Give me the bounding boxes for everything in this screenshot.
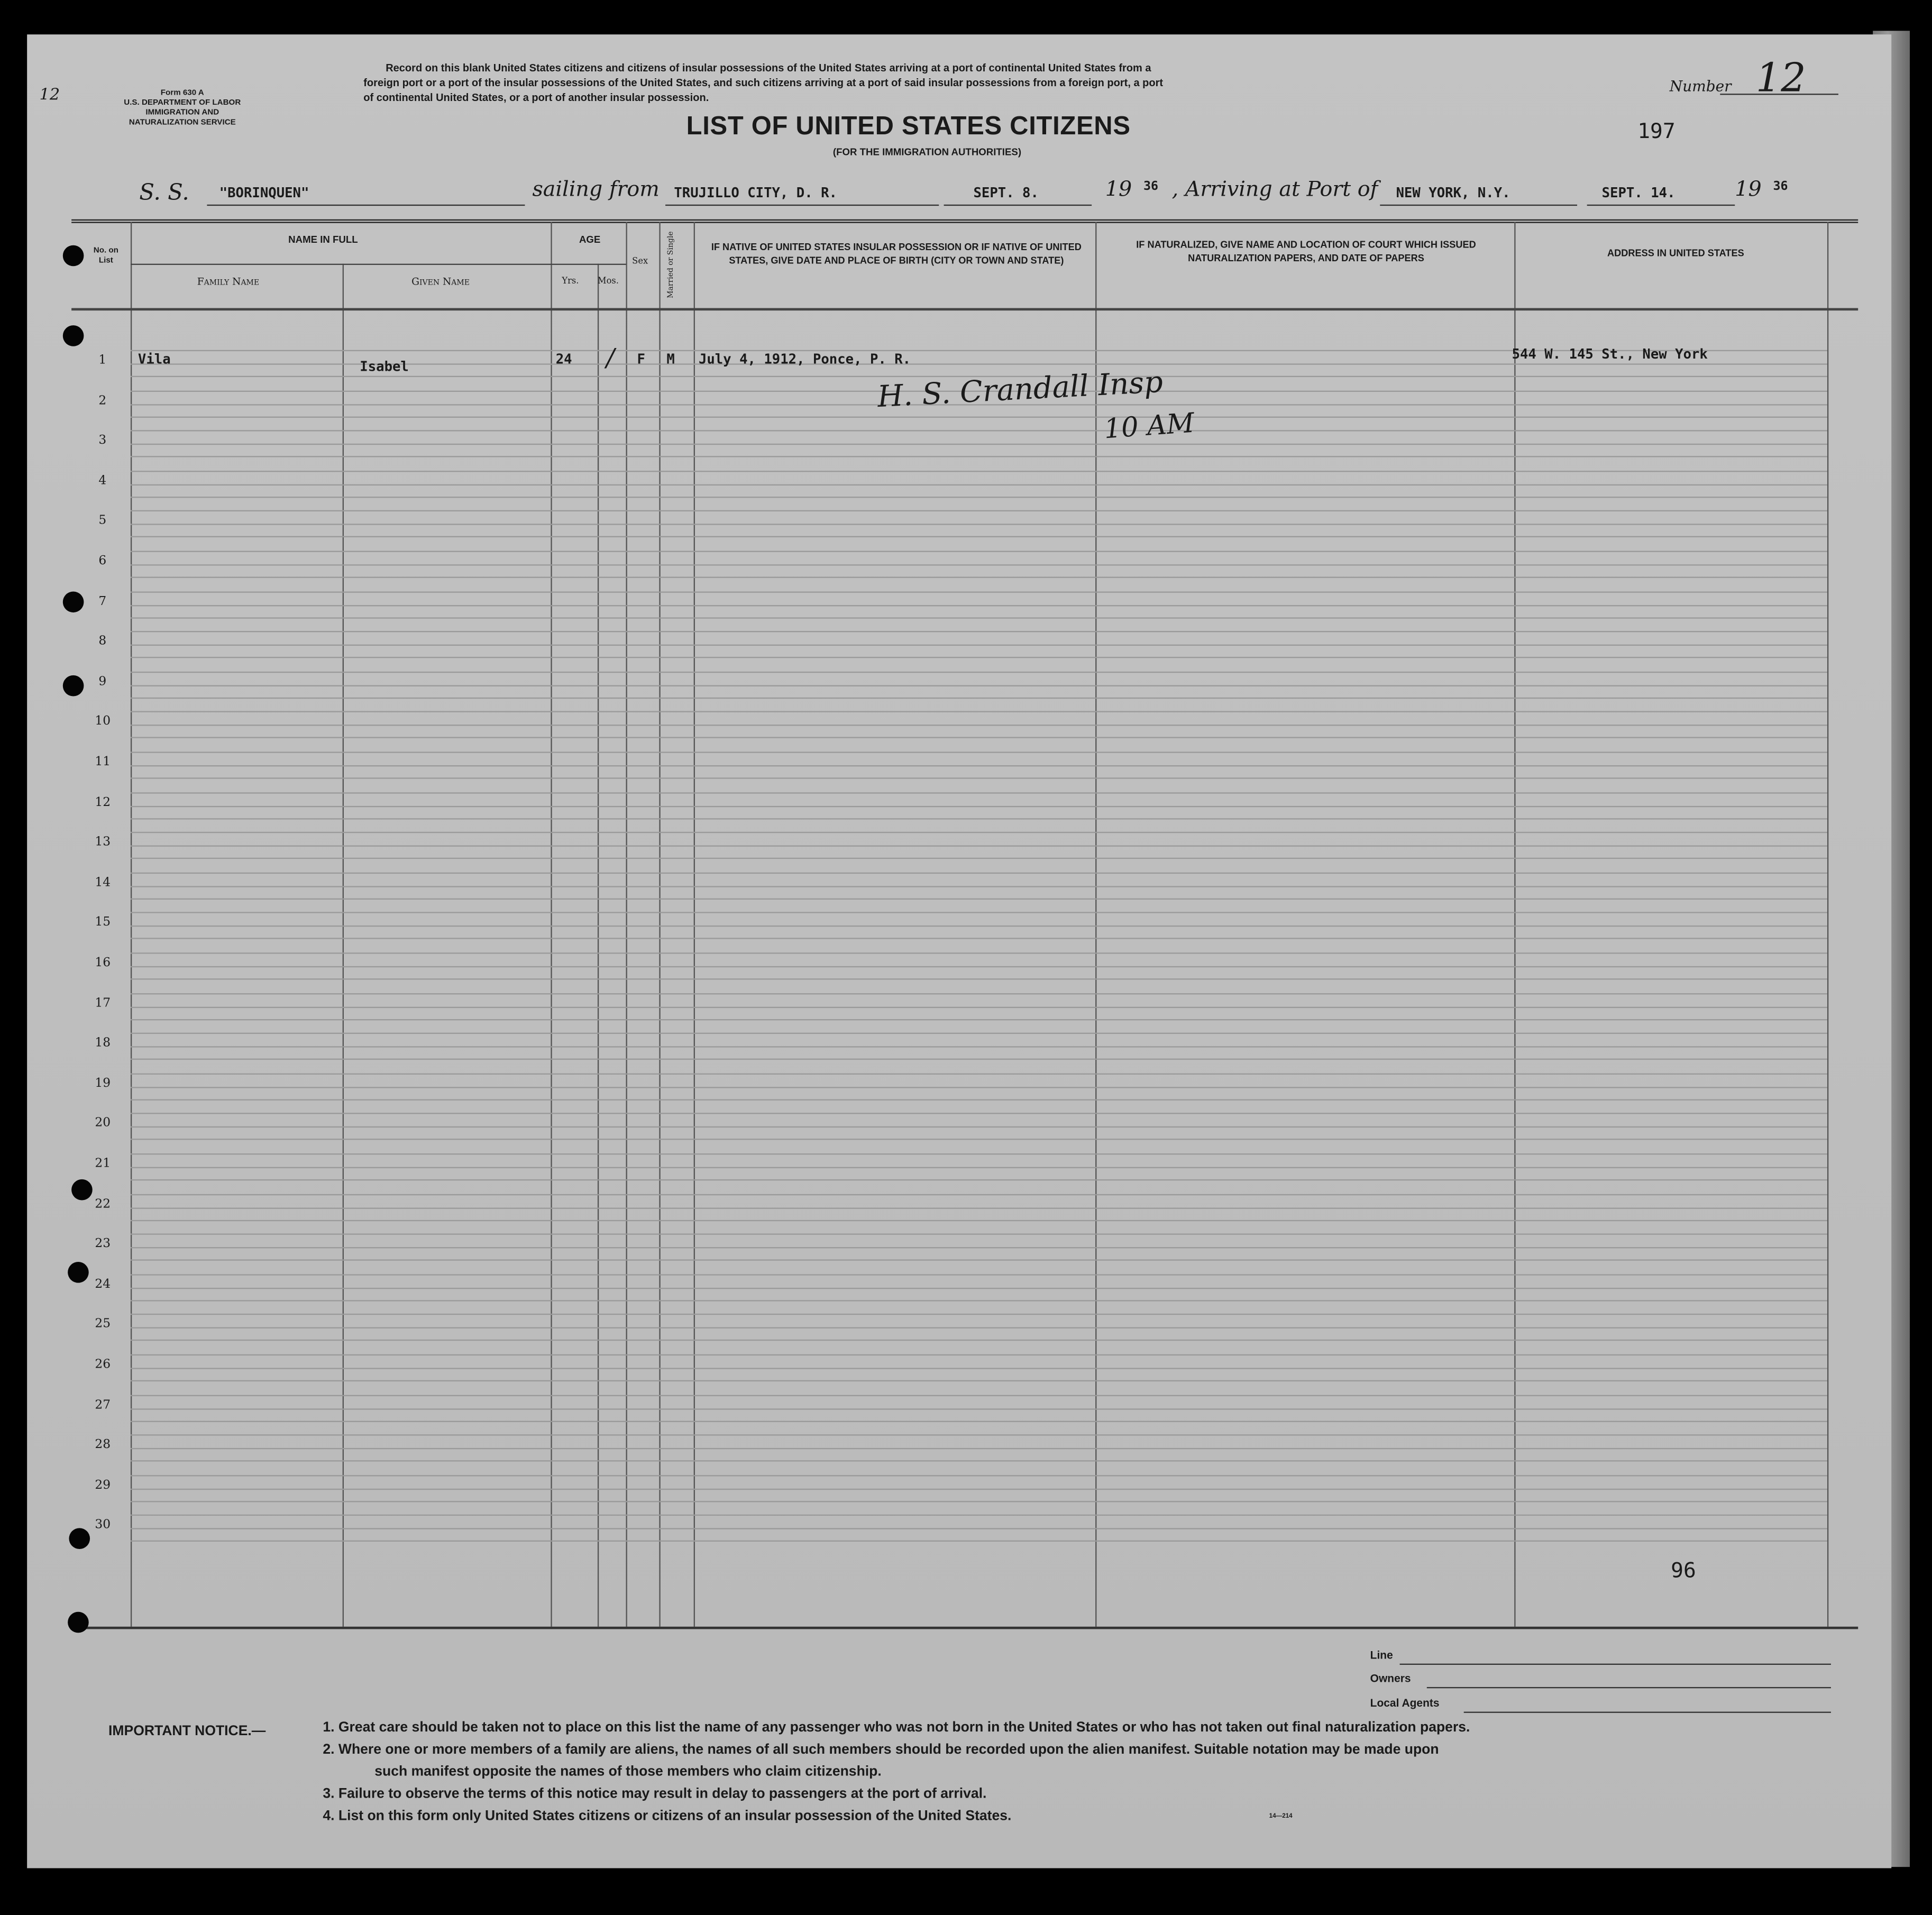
header-name-in-full: NAME IN FULL xyxy=(288,234,358,245)
form-info xyxy=(108,89,257,129)
row-rule xyxy=(131,752,1827,753)
row-rule xyxy=(131,591,1827,592)
number-label: Number xyxy=(1669,77,1732,95)
form-agency-1: IMMIGRATION AND xyxy=(145,108,219,117)
form-department: U.S. DEPARTMENT OF LABOR xyxy=(124,98,241,107)
row-rule xyxy=(131,1314,1827,1315)
row-rule xyxy=(131,777,1827,778)
row-number: 21 xyxy=(95,1157,111,1171)
row-rule xyxy=(131,1059,1827,1060)
header-given-name: Given Name xyxy=(411,276,470,287)
row-rule xyxy=(131,952,1827,954)
row-number: 4 xyxy=(98,474,107,488)
notice-item-2a: 2. Where one or more members of a family are aliens, the names of all such members should be recorded upon the alien manifest. Suitable notation may be made upon xyxy=(323,1742,1439,1757)
row-number: 25 xyxy=(95,1317,111,1332)
row-number: 6 xyxy=(98,554,107,569)
depart-year: 36 xyxy=(1143,180,1159,194)
row-number: 7 xyxy=(98,594,107,609)
row-number: 19 xyxy=(95,1077,111,1091)
row-rule xyxy=(131,551,1827,552)
arrive-year-prefix: 19 xyxy=(1735,177,1762,203)
row-rule xyxy=(131,711,1827,712)
row-rule xyxy=(131,898,1827,899)
row-rule xyxy=(131,497,1827,498)
entry-birth: July 4, 1912, Ponce, P. R. xyxy=(698,351,911,368)
ship-name: "BORINQUEN" xyxy=(219,185,309,201)
col-line-birth xyxy=(1095,222,1096,1626)
header-age: AGE xyxy=(579,234,601,245)
binder-hole xyxy=(63,675,84,697)
row-number: 15 xyxy=(95,916,111,930)
row-rule xyxy=(131,993,1827,994)
row-rule xyxy=(131,858,1827,859)
row-number: 1 xyxy=(98,353,107,368)
header-yrs: Yrs. xyxy=(562,276,579,286)
col-line-sex xyxy=(659,222,660,1626)
arriving-label: , Arriving at Port of xyxy=(1171,177,1378,203)
row-rule xyxy=(131,1475,1827,1476)
header-mos: Mos. xyxy=(597,276,619,286)
binder-hole xyxy=(69,1528,90,1549)
col-line-married xyxy=(694,222,695,1626)
row-rule xyxy=(131,1340,1827,1341)
row-number: 11 xyxy=(95,755,111,769)
name-age-subrule xyxy=(131,264,626,265)
from-underline xyxy=(665,205,939,206)
notice-item-2b: such manifest opposite the names of those members who claim citizenship. xyxy=(374,1764,882,1780)
col-line-yrs xyxy=(598,264,599,1627)
row-number: 17 xyxy=(95,996,111,1010)
sailing-label: sailing from xyxy=(532,177,660,203)
col-line-given xyxy=(551,222,552,1626)
row-rule xyxy=(131,685,1827,686)
sailing-from: TRUJILLO CITY, D. R. xyxy=(674,185,837,201)
row-rule xyxy=(131,631,1827,632)
row-number: 26 xyxy=(95,1358,111,1372)
row-rule xyxy=(131,1300,1827,1301)
row-rule xyxy=(131,1139,1827,1140)
row-rule xyxy=(131,765,1827,766)
row-rule xyxy=(131,818,1827,819)
row-rule xyxy=(131,511,1827,512)
row-number: 30 xyxy=(95,1518,111,1533)
row-rule xyxy=(131,792,1827,793)
row-number: 10 xyxy=(95,715,111,729)
row-number: 9 xyxy=(98,675,107,689)
row-rule xyxy=(131,912,1827,913)
row-rule xyxy=(131,926,1827,927)
row-number: 14 xyxy=(95,876,111,890)
row-number: 23 xyxy=(95,1237,111,1251)
entry-address: 544 W. 145 St., New York xyxy=(1512,346,1708,363)
row-number: 22 xyxy=(95,1197,111,1211)
entry-family-name: Vila xyxy=(138,351,171,368)
corner-mark: 12 xyxy=(39,86,60,105)
row-rule xyxy=(131,1047,1827,1048)
row-rule xyxy=(131,886,1827,887)
number-value: 12 xyxy=(1755,54,1806,102)
row-rule xyxy=(131,645,1827,646)
row-rule xyxy=(131,1488,1827,1489)
port-underline xyxy=(1380,205,1577,206)
row-number: 16 xyxy=(95,956,111,970)
depart-date-underline xyxy=(944,205,1092,206)
row-rule xyxy=(131,697,1827,698)
row-number: 29 xyxy=(95,1478,111,1492)
depart-date: SEPT. 8. xyxy=(973,185,1039,201)
table-bottom-rule xyxy=(71,1627,1858,1629)
row-rule xyxy=(131,1368,1827,1369)
header-family-name: Family Name xyxy=(197,276,260,287)
instructions-line-3: of continental United States, or a port of another insular possession. xyxy=(363,91,709,104)
instructions-line-2: foreign port or a port of the insular possessions of the United States, and such citizens arriving at a port of said insular possessions from a foreign port, a port xyxy=(363,76,1164,89)
row-rule xyxy=(131,978,1827,979)
row-rule xyxy=(131,1541,1827,1542)
row-rule xyxy=(131,1006,1827,1007)
row-rule xyxy=(131,805,1827,807)
row-rule xyxy=(131,1019,1827,1020)
notice-heading: IMPORTANT NOTICE.— xyxy=(108,1724,266,1739)
row-rule xyxy=(131,564,1827,565)
stamp-number: 197 xyxy=(1637,120,1675,144)
arrive-date: SEPT. 14. xyxy=(1601,185,1675,201)
row-rule xyxy=(131,1220,1827,1221)
row-rule xyxy=(131,1167,1827,1168)
row-rule xyxy=(131,537,1827,538)
inspector-signature: H. S. Crandall Insp xyxy=(876,364,1164,415)
row-number: 13 xyxy=(95,836,111,849)
notice-item-3: 3. Failure to observe the terms of this notice may result in delay to passengers at the port of arrival. xyxy=(323,1786,987,1802)
entry-married: M xyxy=(666,351,675,368)
arrive-date-underline xyxy=(1587,205,1735,206)
row-number: 20 xyxy=(95,1116,111,1131)
row-rule xyxy=(131,1194,1827,1195)
row-rule xyxy=(131,1099,1827,1100)
header-no-on-list: No. on List xyxy=(93,246,118,265)
row-number: 28 xyxy=(95,1438,111,1452)
notice-form-code: 14—214 xyxy=(1269,1812,1293,1820)
page-total: 96 xyxy=(1671,1559,1696,1584)
row-rule xyxy=(131,1260,1827,1261)
row-rule xyxy=(131,966,1827,967)
inspector-time: 10 AM xyxy=(1103,408,1196,446)
entry-age-years: 24 xyxy=(555,351,572,368)
row-rule xyxy=(131,1354,1827,1355)
arrival-port: NEW YORK, N.Y. xyxy=(1396,185,1510,201)
footer-line-underline xyxy=(1400,1664,1831,1665)
ship-underline xyxy=(207,205,525,206)
header-rule xyxy=(71,219,1858,223)
header-bottom-rule xyxy=(71,308,1858,311)
instructions-line-1: Record on this blank United States citizens and citizens of insular possessions of the United States arriving at a port of continental United States from a xyxy=(386,61,1151,74)
row-rule xyxy=(131,846,1827,847)
footer-agents-label: Local Agents xyxy=(1370,1697,1440,1709)
row-number: 8 xyxy=(98,635,107,649)
header-birth: IF NATIVE OF UNITED STATES INSULAR POSSESSION OR IF NATIVE OF UNITED STATES, GIVE DATE AND PLACE OF BIRTH (CITY OR TOWN AND STATE) xyxy=(711,241,1082,267)
row-rule xyxy=(131,456,1827,457)
row-rule xyxy=(131,1395,1827,1396)
row-number: 12 xyxy=(95,795,111,809)
arrive-year: 36 xyxy=(1773,180,1788,194)
binder-hole xyxy=(63,245,84,267)
row-rule xyxy=(131,1113,1827,1114)
row-rule xyxy=(131,484,1827,485)
page-title: LIST OF UNITED STATES CITIZENS xyxy=(686,112,1131,141)
depart-year-prefix: 19 xyxy=(1105,177,1132,203)
row-rule xyxy=(131,725,1827,726)
row-number: 3 xyxy=(98,434,107,448)
row-rule xyxy=(131,1248,1827,1249)
entry-age-months: / xyxy=(606,342,615,372)
col-line-family xyxy=(343,264,344,1627)
row-rule xyxy=(131,737,1827,738)
row-rule xyxy=(131,657,1827,658)
row-rule xyxy=(131,1408,1827,1409)
row-number: 27 xyxy=(95,1398,111,1412)
col-line-no xyxy=(131,222,132,1626)
row-rule xyxy=(131,617,1827,618)
header-address: ADDRESS IN UNITED STATES xyxy=(1607,248,1744,259)
row-rule xyxy=(131,1501,1827,1502)
row-number: 5 xyxy=(98,514,107,528)
row-number: 2 xyxy=(98,393,107,408)
row-rule xyxy=(131,1448,1827,1449)
row-rule xyxy=(131,471,1827,472)
row-rule xyxy=(131,1087,1827,1088)
row-rule xyxy=(131,430,1827,432)
form-number: Form 630 A xyxy=(160,88,204,98)
col-line-naturalized xyxy=(1514,222,1515,1626)
row-rule xyxy=(131,1528,1827,1529)
notice-item-4: 4. List on this form only United States citizens or citizens of an insular possession of the United States. xyxy=(323,1809,1012,1824)
row-rule xyxy=(131,832,1827,833)
binder-hole xyxy=(71,1179,93,1201)
row-rule xyxy=(131,1421,1827,1422)
row-rule xyxy=(131,576,1827,578)
row-rule xyxy=(131,671,1827,672)
instructions xyxy=(363,60,1163,105)
header-sex: Sex xyxy=(632,256,648,267)
row-rule xyxy=(131,872,1827,873)
row-rule xyxy=(131,1435,1827,1436)
page-subtitle: (FOR THE IMMIGRATION AUTHORITIES) xyxy=(832,146,1022,158)
footer-owners-label: Owners xyxy=(1370,1672,1411,1685)
row-rule xyxy=(131,938,1827,939)
row-rule xyxy=(131,1073,1827,1074)
notice-item-1: 1. Great care should be taken not to place on this list the name of any passenger who was not born in the United States or who has not taken out final naturalization papers. xyxy=(323,1720,1470,1735)
row-rule xyxy=(131,1127,1827,1128)
header-naturalized: IF NATURALIZED, GIVE NAME AND LOCATION OF COURT WHICH ISSUED NATURALIZATION PAPERS, AND DATE OF PAPERS xyxy=(1136,239,1476,264)
row-rule xyxy=(131,1274,1827,1275)
row-rule xyxy=(131,416,1827,417)
row-rule xyxy=(131,1515,1827,1516)
form-agency-2: NATURALIZATION SERVICE xyxy=(129,118,236,127)
binder-hole xyxy=(68,1612,89,1633)
footer-agents-underline xyxy=(1464,1712,1831,1713)
row-rule xyxy=(131,524,1827,525)
row-rule xyxy=(131,444,1827,445)
row-rule xyxy=(131,1234,1827,1235)
row-rule xyxy=(131,1288,1827,1289)
footer-owners-underline xyxy=(1427,1687,1831,1688)
row-rule xyxy=(131,1327,1827,1328)
binder-hole xyxy=(68,1262,89,1283)
entry-sex: F xyxy=(637,351,645,368)
row-number: 18 xyxy=(95,1037,111,1050)
binder-hole xyxy=(63,591,84,612)
notice-items xyxy=(323,1717,1470,1828)
row-rule xyxy=(131,1461,1827,1462)
row-rule xyxy=(131,1207,1827,1208)
row-rule xyxy=(131,1179,1827,1180)
binder-hole xyxy=(63,325,84,346)
col-line-address xyxy=(1827,222,1828,1626)
entry-given-name: Isabel xyxy=(360,359,409,375)
ss-label: S. S. xyxy=(139,180,189,206)
row-rule xyxy=(131,1153,1827,1155)
row-rule xyxy=(131,1380,1827,1381)
header-married-or-single: Married or Single xyxy=(666,231,675,298)
row-rule xyxy=(131,604,1827,606)
col-line-mos xyxy=(626,222,627,1626)
row-rule xyxy=(131,1033,1827,1034)
row-number: 24 xyxy=(95,1277,111,1291)
footer-line-label: Line xyxy=(1370,1648,1393,1662)
